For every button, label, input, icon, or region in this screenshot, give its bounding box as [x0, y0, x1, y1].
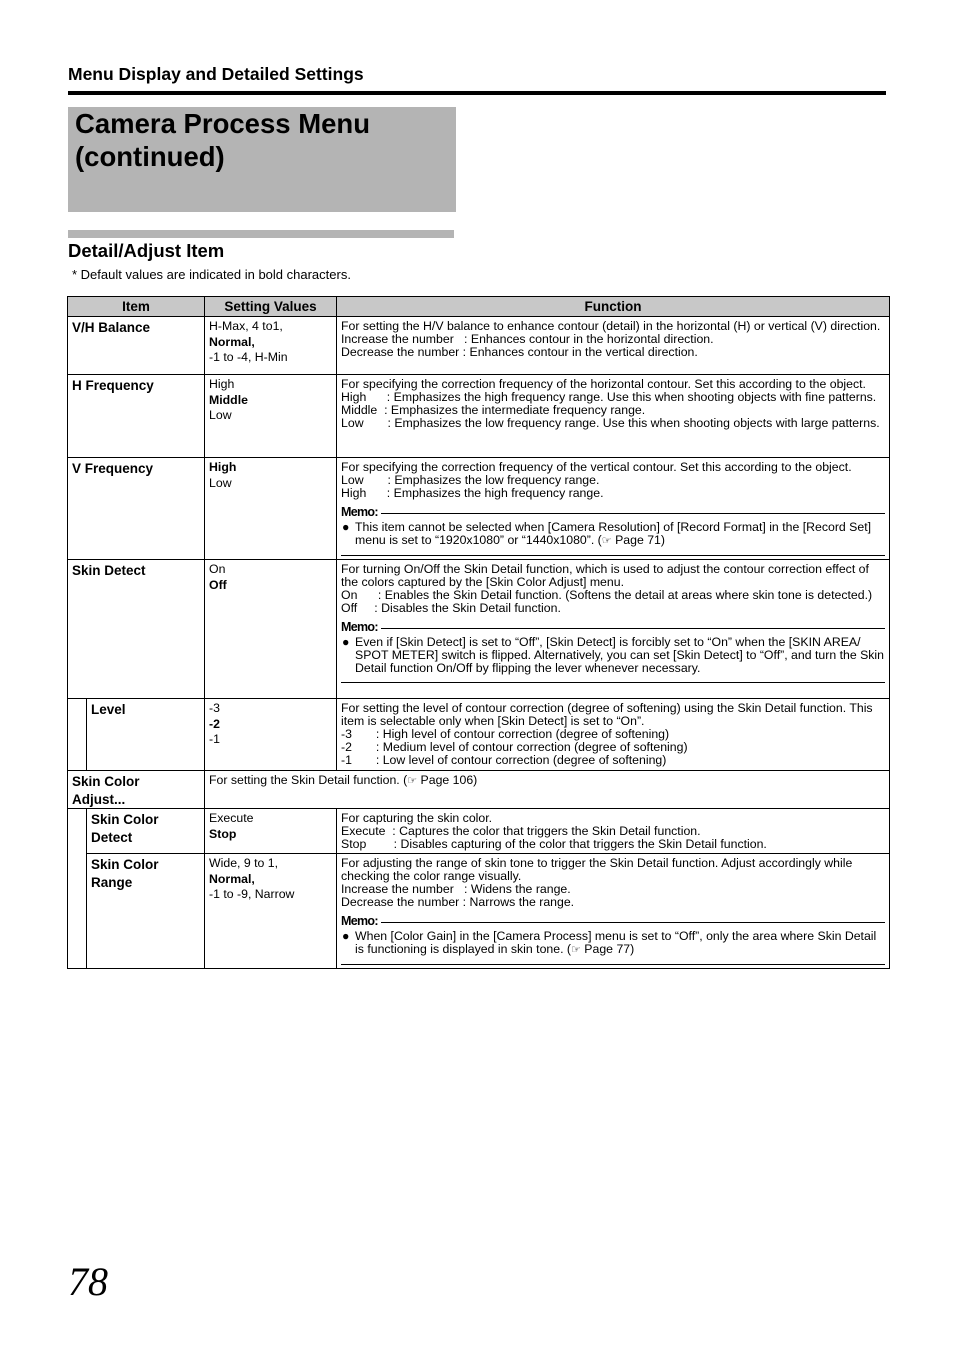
setting-values — [205, 317, 336, 366]
value: Execute — [209, 811, 254, 825]
function-line: For setting the Skin Detail function. ( — [209, 773, 408, 787]
item-name — [87, 809, 204, 846]
header-setting-values: Setting Values — [205, 297, 337, 317]
function-line: For setting the H/V balance to enhance contour (detail) in the horizontal (H) or vertical (V) direction. — [341, 319, 881, 333]
default-note: * Default values are indicated in bold characters. — [72, 267, 351, 282]
function-line: For specifying the correction frequency of the vertical contour. Set this according to the object. — [341, 460, 852, 474]
item-name-line: Adjust... — [72, 791, 126, 807]
function-text — [337, 809, 889, 851]
header-rule — [68, 91, 886, 95]
pointing-hand-icon: ☞ — [601, 535, 612, 547]
pointing-hand-icon: ☞ — [407, 775, 418, 787]
memo-label: Memo: — [341, 620, 378, 634]
value: -1 — [209, 732, 220, 746]
function-line: Low : Emphasizes the low frequency range. Use this when shooting objects with large patterns. — [341, 416, 880, 430]
function-line: For specifying the correction frequency of the horizontal contour. Set this according to the object. — [341, 377, 866, 391]
memo-text: Even if [Skin Detect] is set to “Off”, [Skin Detect] is forcibly set to “On” when the [SKIN AREA/ SPOT METER] switch is flipped. Alternatively, you can set [Skin Detect] to “Off”, and turn the Skin Detail function On/Off by flipping the lever whenever necessary. — [355, 635, 885, 675]
value-default: Off — [209, 577, 227, 592]
settings-table — [67, 296, 890, 969]
indent-cell — [68, 809, 87, 854]
function-text — [337, 458, 889, 556]
value: Low — [209, 475, 232, 490]
page-title — [75, 107, 370, 173]
function-line: Page 106) — [417, 773, 478, 787]
indent-cell — [68, 699, 87, 771]
item-name-line: Skin Color — [72, 774, 140, 789]
function-line: Stop : Disables capturing of the color that triggers the Skin Detail function. — [341, 837, 767, 851]
item-name: H Frequency — [72, 378, 154, 393]
bullet-icon: ● — [342, 635, 350, 649]
setting-values — [205, 375, 336, 424]
memo-label: Memo: — [341, 505, 378, 519]
function-line: Middle : Emphasizes the intermediate frequency range. — [341, 403, 646, 417]
function-line: Low : Emphasizes the low frequency range. — [341, 473, 600, 487]
value: -1 to -9, Narrow — [209, 887, 295, 901]
memo-end-rule — [341, 964, 885, 965]
function-line: Off : Disables the Skin Detail function. — [341, 601, 561, 615]
page-number: 78 — [68, 1259, 108, 1304]
item-name — [87, 854, 204, 891]
function-line: For turning On/Off the Skin Detail function, which is used to adjust the contour correction effect of the colors captured by the [Skin Color Adjust] menu. — [341, 562, 869, 589]
function-line: -1 : Low level of contour correction (degree of softening) — [341, 753, 667, 767]
function-text — [337, 854, 889, 965]
function-text — [337, 317, 889, 359]
function-line: For capturing the skin color. — [341, 811, 493, 825]
memo-header — [341, 621, 885, 634]
table-row-skin-detect — [68, 560, 890, 699]
bullet-icon: ● — [342, 929, 350, 943]
table-row-skin-color-range — [68, 854, 890, 969]
memo-bullet — [341, 636, 885, 675]
item-name-line: Skin Color — [91, 857, 159, 872]
item-name — [68, 771, 204, 808]
value-default: Normal, — [209, 871, 255, 886]
table-row-skin-color-detect — [68, 809, 890, 854]
item-name: V/H Balance — [72, 320, 151, 335]
table-row-vh-balance — [68, 317, 890, 375]
bullet-icon: ● — [342, 520, 350, 534]
setting-values — [205, 854, 336, 903]
memo-text: When [Color Gain] in the [Camera Process] menu is set to “Off”, only the area where Skin Detail is functioning is displayed in skin tone. ( — [355, 929, 877, 956]
pointing-hand-icon: ☞ — [571, 944, 581, 956]
value-default: High — [209, 460, 237, 474]
value-default: -2 — [209, 716, 220, 731]
table-row-v-frequency — [68, 458, 890, 560]
setting-values — [205, 560, 336, 593]
setting-values — [205, 809, 336, 842]
memo-end-rule — [341, 555, 885, 556]
page-title-line2: (continued) — [75, 141, 225, 172]
table-row-level — [68, 699, 890, 771]
value-default: Stop — [209, 826, 237, 841]
item-name: V Frequency — [72, 461, 154, 476]
page-title-line1: Camera Process Menu — [75, 108, 370, 139]
memo-header — [341, 915, 885, 928]
subsection-rule — [68, 230, 454, 238]
function-text — [337, 375, 889, 430]
function-line: Execute : Captures the color that triggers the Skin Detail function. — [341, 824, 701, 838]
memo-text: Page 77) — [580, 942, 635, 956]
function-line: High : Emphasizes the high frequency range. Use this when shooting objects with fine patterns. — [341, 390, 877, 404]
value: -1 to -4, H-Min — [209, 350, 288, 364]
table-row-skin-color-adjust — [68, 771, 890, 809]
function-line: For setting the level of contour correction (degree of softening) using the Skin Detail function. This item is selectable only when [Skin Detect] is set to “On”. — [341, 701, 873, 728]
function-line: Increase the number : Enhances contour in the horizontal direction. — [341, 332, 714, 346]
table-row-h-frequency — [68, 375, 890, 458]
setting-values — [205, 699, 336, 748]
table-header-row — [68, 297, 890, 317]
function-text — [205, 771, 889, 788]
function-text — [337, 699, 889, 767]
value-default: Middle — [209, 392, 248, 407]
value-default: Normal, — [209, 334, 255, 349]
function-line: Increase the number : Widens the range. — [341, 882, 571, 896]
function-line: -2 : Medium level of contour correction (degree of softening) — [341, 740, 688, 754]
memo-bullet — [341, 521, 885, 548]
value: Low — [209, 408, 232, 422]
function-line: Decrease the number : Enhances contour in the vertical direction. — [341, 345, 698, 359]
memo-text: This item cannot be selected when [Camera Resolution] of [Record Format] in the [Record Set] menu is set to “1920x1080” or “1440x1080”. ( — [355, 520, 872, 547]
value: High — [209, 377, 235, 391]
memo-end-rule — [341, 682, 885, 683]
function-line: Decrease the number : Narrows the range. — [341, 895, 575, 909]
value: On — [209, 562, 226, 576]
item-name-line: Skin Color — [91, 812, 159, 827]
value: -3 — [209, 701, 220, 715]
function-line: High : Emphasizes the high frequency range. — [341, 486, 604, 500]
function-line: For adjusting the range of skin tone to trigger the Skin Detail function. Adjust accordingly while checking the color range visually. — [341, 856, 853, 883]
setting-values — [205, 458, 336, 491]
function-line: On : Enables the Skin Detail function. (Softens the detail at areas where skin tone is detected.) — [341, 588, 873, 602]
item-name-line: Range — [91, 874, 133, 890]
item-name-line: Detect — [91, 829, 133, 845]
memo-header — [341, 506, 885, 519]
function-line: -3 : High level of contour correction (degree of softening) — [341, 727, 670, 741]
function-text — [337, 560, 889, 683]
value: H-Max, 4 to1, — [209, 319, 283, 333]
item-name: Level — [91, 702, 126, 717]
header-function: Function — [337, 297, 890, 317]
item-name: Skin Detect — [72, 563, 146, 578]
indent-cell — [68, 854, 87, 969]
header-item: Item — [68, 297, 205, 317]
section-header: Menu Display and Detailed Settings — [68, 64, 364, 84]
memo-label: Memo: — [341, 914, 378, 928]
memo-bullet — [341, 930, 885, 957]
title-box — [68, 107, 456, 212]
memo-text: Page 71) — [611, 533, 665, 547]
value: Wide, 9 to 1, — [209, 856, 279, 870]
subsection-title: Detail/Adjust Item — [68, 240, 225, 261]
